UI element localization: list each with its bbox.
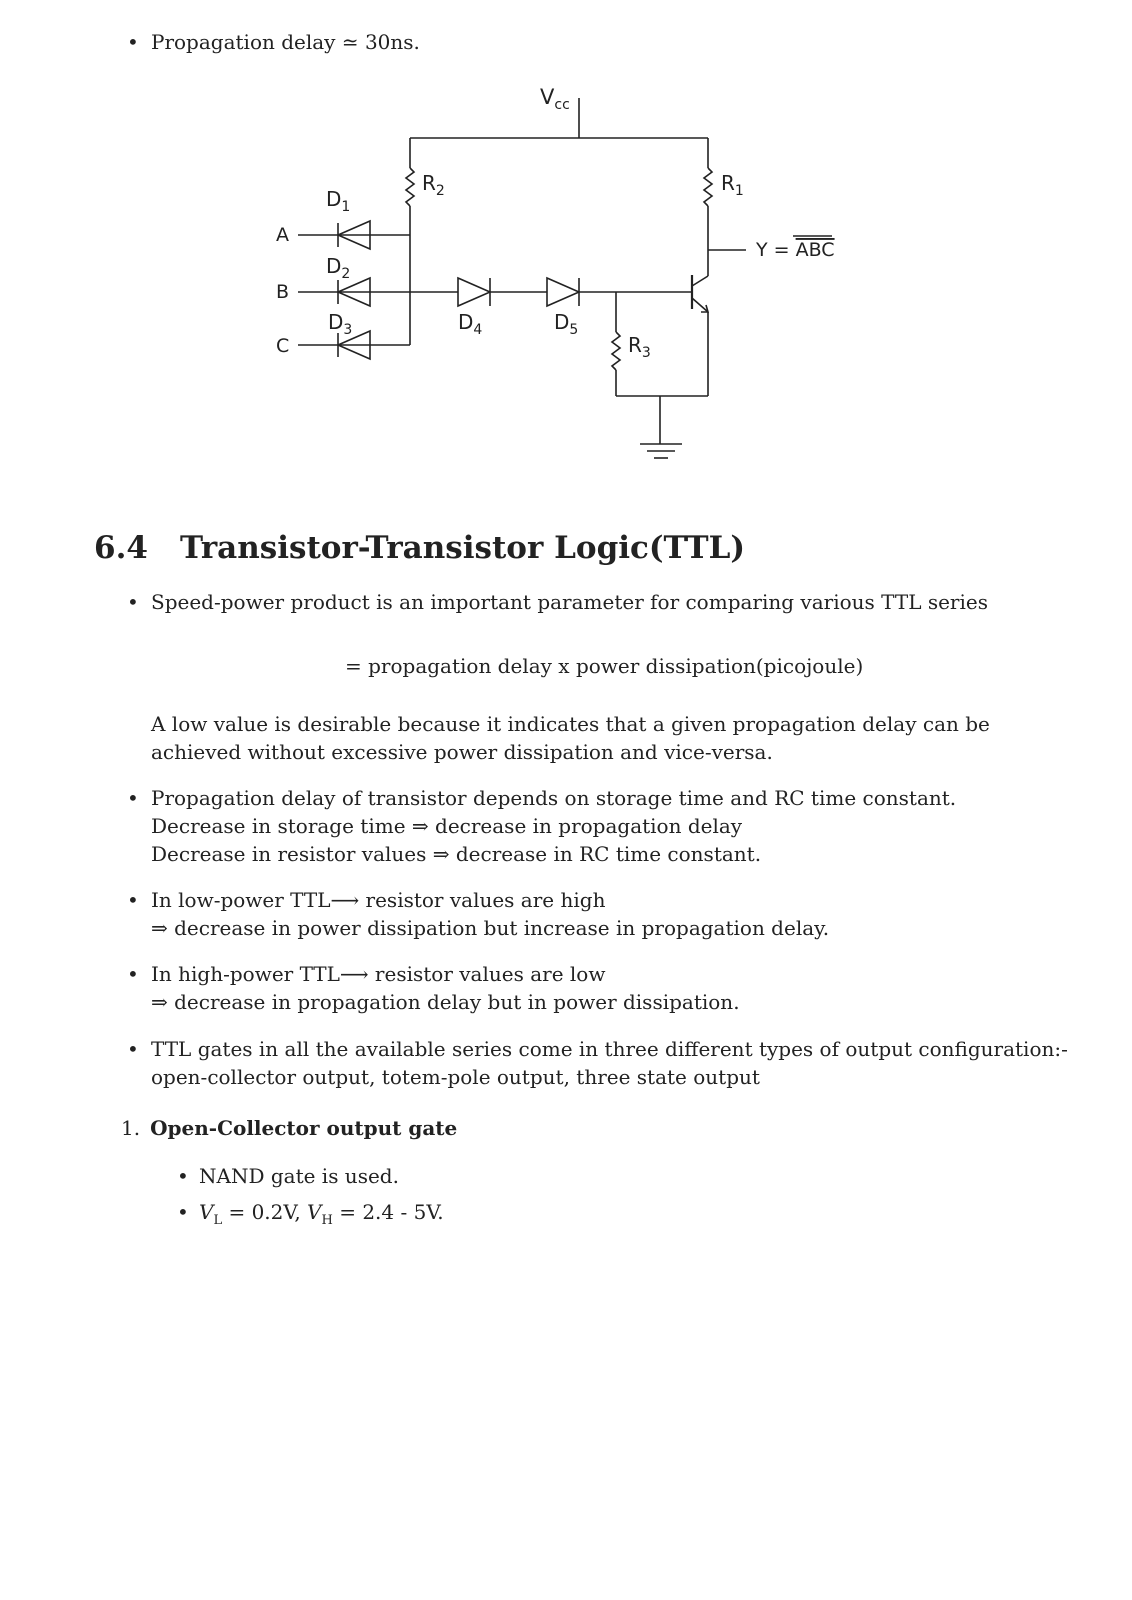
list-number: 1. <box>121 1116 141 1140</box>
bullet-dot: • <box>127 962 139 986</box>
open-collector-list-item <box>121 1116 457 1140</box>
d4-diode <box>458 278 490 306</box>
dtl-nand-circuit-diagram <box>260 80 860 480</box>
section-number: 6.4 <box>94 530 148 566</box>
voltage-levels-sub-bullet: • $V_L = 0.2V$, $V_H = 2.4 - 5V$. <box>177 1200 444 1228</box>
bullet-dot: • <box>127 786 139 810</box>
r3-resistor <box>612 332 620 370</box>
r3-label: $R_3$ <box>628 333 651 361</box>
input-c-label: C <box>276 335 290 357</box>
transistor-emitter <box>692 298 708 312</box>
section-title: Transistor-Transistor Logic(TTL) <box>180 530 746 566</box>
d4-label: $D_4$ <box>458 310 483 338</box>
output-configuration-bullet: • TTL gates in all the available series come in three different types of output configuration:- open-collector output, totem-pole output, three state output <box>127 1037 1068 1089</box>
high-power-ttl-bullet: • In high-power TTL⟶ resistor values are low ⇒ decrease in propagation delay but in power dissipation. <box>127 962 740 1014</box>
bullet-dot: • <box>127 30 139 54</box>
input-b-label: B <box>276 281 290 303</box>
input-a-label: A <box>276 224 289 246</box>
d2-label: $D_2$ <box>326 254 351 282</box>
section-heading <box>94 530 745 566</box>
bullet-dot: • <box>127 590 139 614</box>
speed-power-equation: = propagation delay x power dissipation(picojoule) <box>345 654 864 678</box>
propagation-delay-bullet <box>127 28 420 56</box>
propagation-delay-bullet-2: • Propagation delay of transistor depends on storage time and RC time constant. Decrease in storage time ⇒ decrease in propagation delay Decrease in resistor values ⇒ decrease in RC time constant. <box>127 786 957 866</box>
bullet-dot: • <box>127 1037 139 1061</box>
bullet-dot: • <box>127 888 139 912</box>
bullet-dot: • <box>177 1164 189 1188</box>
bullet-dot: • <box>177 1200 189 1224</box>
list-title: Open-Collector output gate <box>150 1116 458 1140</box>
speed-power-bullet: • Speed-power product is an important parameter for comparing various TTL series <box>127 590 988 614</box>
r1-label: $R_1$ <box>721 171 744 199</box>
d5-diode <box>547 278 579 306</box>
r2-label: $R_2$ <box>422 171 445 199</box>
d3-label: $D_3$ <box>328 310 353 338</box>
speed-power-explanation: A low value is desirable because it indicates that a given propagation delay can be achieved without excessive power dissipation and vice-versa. <box>151 712 990 764</box>
nand-sub-bullet: • NAND gate is used. <box>177 1164 399 1188</box>
r2-resistor <box>406 168 414 206</box>
transistor-collector <box>692 276 708 286</box>
vcc-label: $V_{cc}$ <box>540 85 570 113</box>
r1-resistor <box>704 168 712 206</box>
output-label: Y = ABC <box>756 239 835 261</box>
d1-label: $D_1$ <box>326 187 351 215</box>
low-power-ttl-bullet: • In low-power TTL⟶ resistor values are high ⇒ decrease in power dissipation but increase in propagation delay. <box>127 888 830 940</box>
bullet-text: Propagation delay ≃ 30ns. <box>151 30 420 54</box>
d5-label: $D_5$ <box>554 310 579 338</box>
